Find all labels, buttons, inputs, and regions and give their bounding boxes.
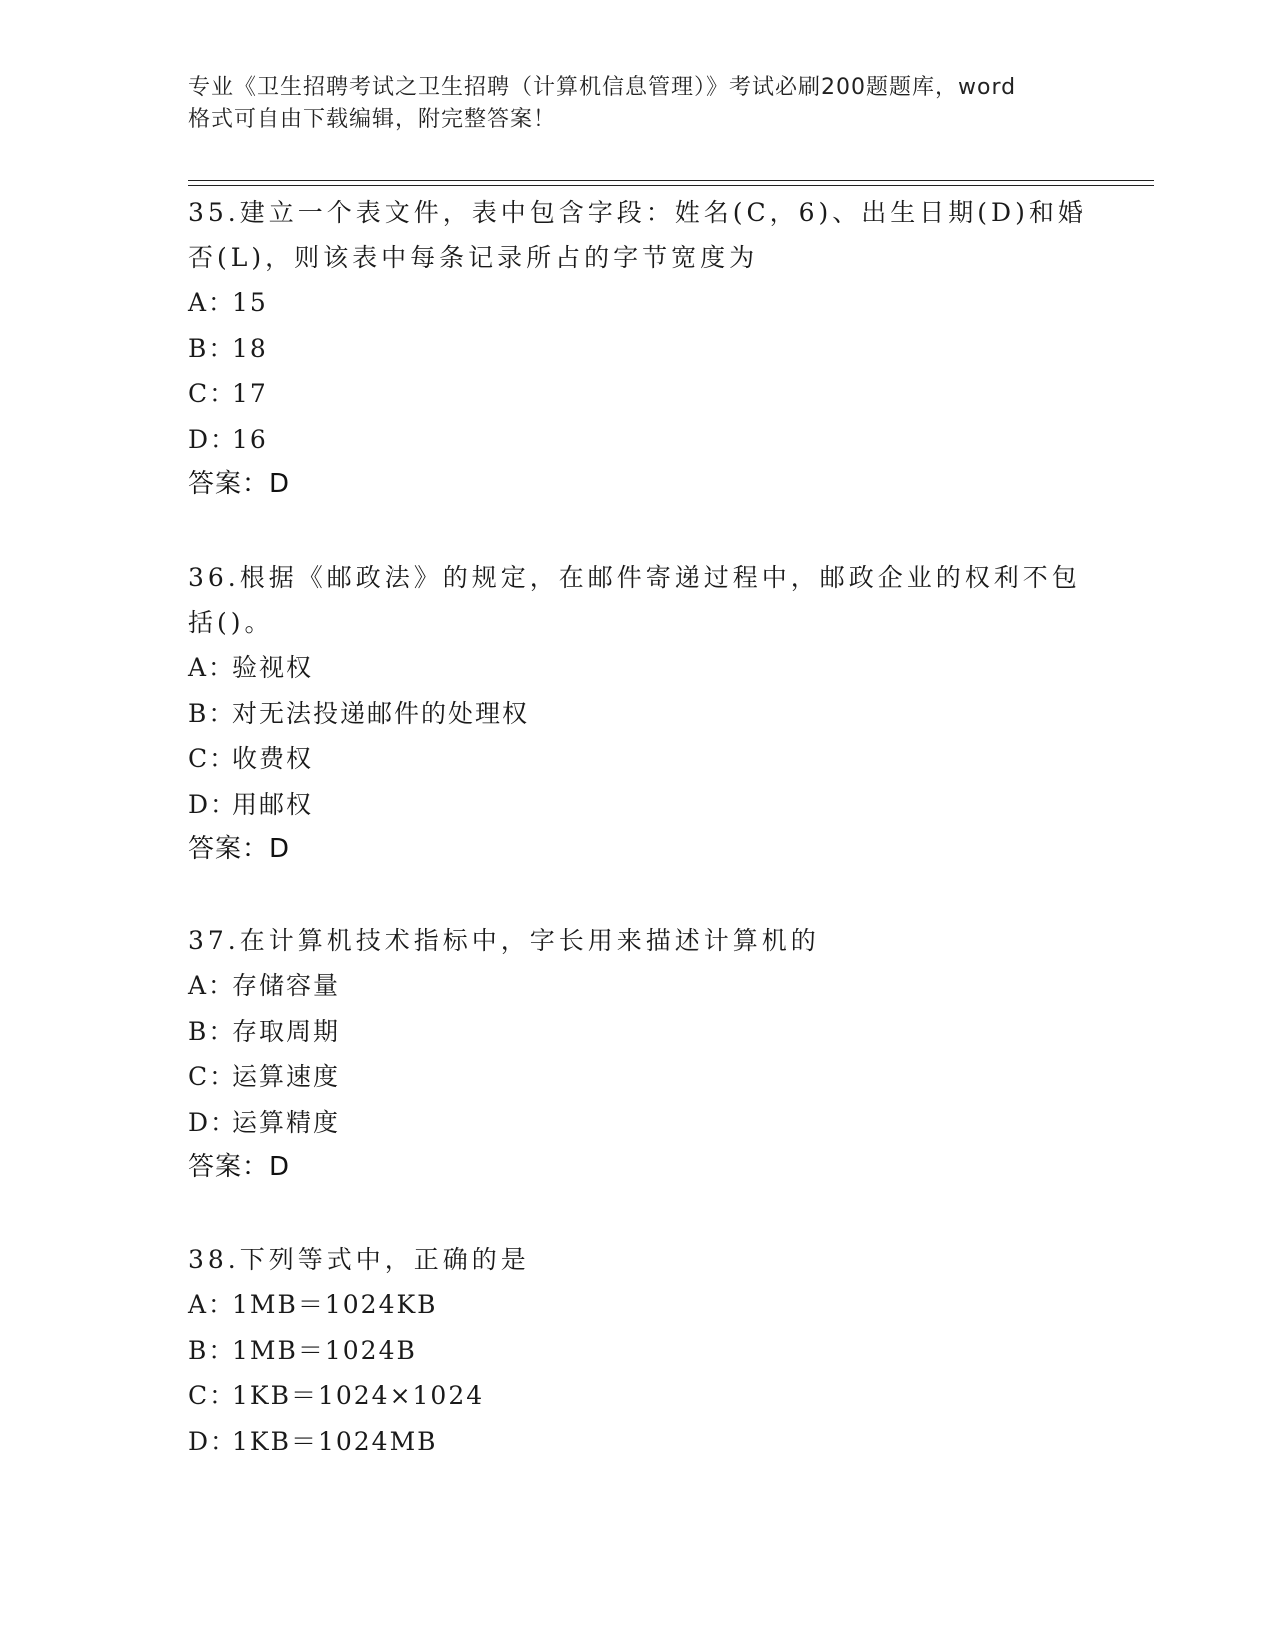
option-c	[188, 371, 1088, 417]
option-text: 运算精度	[232, 1107, 341, 1137]
option-text: 对无法投递邮件的处理权	[232, 698, 530, 728]
option-letter: D：	[188, 424, 238, 454]
option-text: 运算速度	[232, 1062, 341, 1091]
question-stem-line: 35.建立一个表文件，表中包含字段：姓名(C，6)、出生日期(D)和婚	[188, 198, 1087, 227]
question-stem-line: 括()。	[188, 608, 274, 637]
option-text: 15	[232, 288, 268, 317]
option-letter: D：	[188, 1426, 238, 1456]
option-text: 18	[232, 333, 268, 363]
option-d	[188, 1100, 1088, 1146]
option-letter: D：	[188, 789, 238, 819]
question-36	[188, 555, 1088, 871]
option-c	[188, 1373, 1088, 1419]
option-text: 用邮权	[232, 789, 314, 819]
option-b	[188, 1328, 1088, 1374]
option-text: 存储容量	[232, 971, 341, 1000]
question-stem-line: 37.在计算机技术指标中，字长用来描述计算机的	[188, 926, 820, 955]
option-letter: C：	[188, 1062, 237, 1091]
answer-line: 答案：D	[188, 1152, 291, 1182]
option-letter: C：	[188, 744, 237, 773]
option-text: 验视权	[232, 653, 314, 682]
option-text: 1KB＝1024MB	[232, 1426, 438, 1456]
option-d	[188, 782, 1088, 828]
header-divider-bottom	[188, 185, 1154, 186]
option-text: 1KB＝1024×1024	[232, 1381, 485, 1410]
header-line-1: 专业《卫生招聘考试之卫生招聘（计算机信息管理）》考试必刷200题题库，word	[188, 75, 1017, 100]
question-stem-line: 36.根据《邮政法》的规定，在邮件寄递过程中，邮政企业的权利不包	[188, 563, 1081, 592]
option-c	[188, 1054, 1088, 1100]
option-text: 16	[232, 424, 268, 454]
option-b	[188, 1009, 1088, 1055]
option-letter: A：	[188, 653, 236, 682]
question-37	[188, 918, 1088, 1189]
answer-line: 答案：D	[188, 834, 291, 864]
option-letter: A：	[188, 971, 236, 1000]
option-b	[188, 691, 1088, 737]
header-divider-top	[188, 180, 1154, 181]
option-letter: D：	[188, 1107, 238, 1137]
question-stem-line: 否(L)，则该表中每条记录所占的字节宽度为	[188, 243, 759, 272]
option-c	[188, 736, 1088, 782]
option-d	[188, 1419, 1088, 1465]
option-letter: B：	[188, 698, 236, 728]
option-text: 1MB＝1024B	[232, 1335, 417, 1365]
question-35	[188, 190, 1088, 506]
option-text: 存取周期	[232, 1016, 341, 1046]
option-letter: B：	[188, 333, 236, 363]
option-d	[188, 417, 1088, 463]
document-header	[188, 72, 1108, 136]
option-letter: B：	[188, 1335, 236, 1365]
option-letter: A：	[188, 288, 236, 317]
header-line-2: 格式可自由下载编辑，附完整答案！	[188, 107, 557, 132]
option-a	[188, 280, 1088, 326]
option-text: 收费权	[232, 744, 314, 773]
option-a	[188, 645, 1088, 691]
option-a	[188, 963, 1088, 1009]
option-a	[188, 1282, 1088, 1328]
option-letter: C：	[188, 379, 237, 408]
answer-line: 答案：D	[188, 469, 291, 499]
option-letter: A：	[188, 1290, 236, 1319]
option-letter: C：	[188, 1381, 237, 1410]
question-38	[188, 1237, 1088, 1464]
option-b	[188, 326, 1088, 372]
option-letter: B：	[188, 1016, 236, 1046]
option-text: 1MB＝1024KB	[232, 1290, 438, 1319]
question-stem-line: 38.下列等式中，正确的是	[188, 1245, 530, 1274]
option-text: 17	[232, 379, 268, 408]
